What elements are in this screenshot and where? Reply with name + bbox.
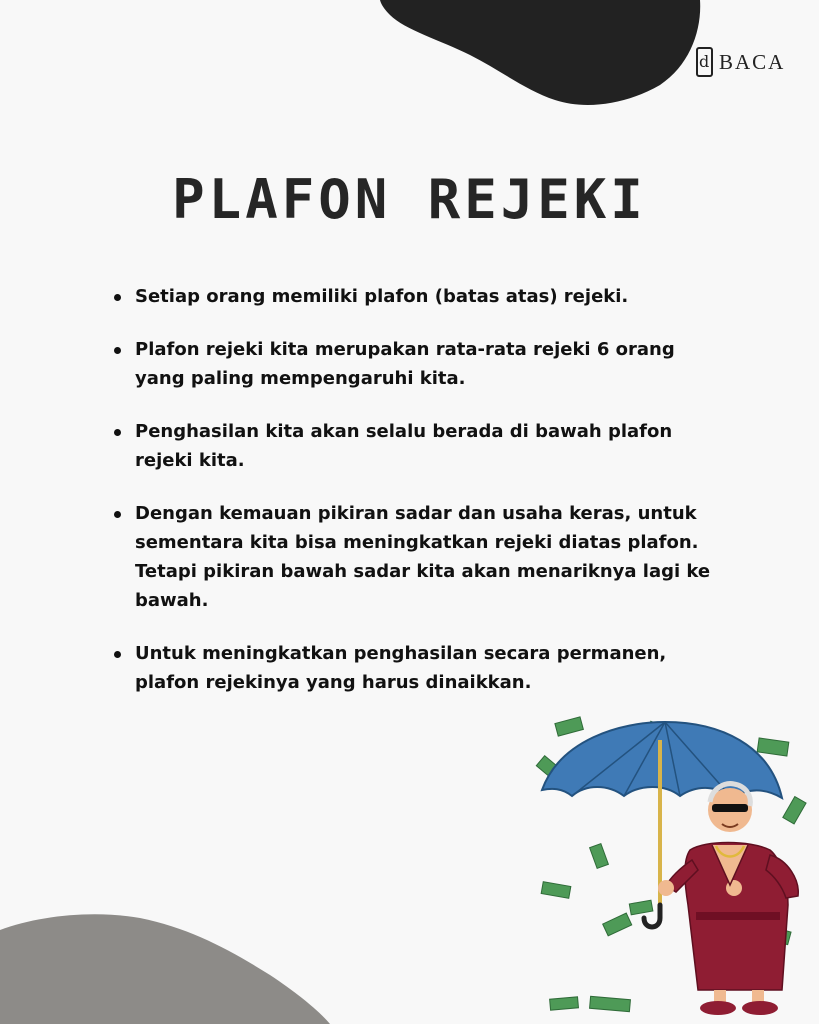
money-bill	[550, 997, 579, 1010]
left-hand	[658, 880, 674, 896]
bullet-item-3: Penghasilan kita akan selalu berada di bawah plafon rejeki kita.	[112, 417, 712, 475]
brand-logo	[696, 44, 785, 80]
money-bill	[555, 717, 583, 736]
logo-text: BACA	[719, 49, 786, 74]
left-slipper	[700, 1001, 736, 1015]
right-slipper	[742, 1001, 778, 1015]
bullet-item-2: Plafon rejeki kita merupakan rata-rata rejeki 6 orang yang paling mempengaruhi kita.	[112, 335, 712, 393]
phone-logo-icon	[696, 47, 713, 77]
bullet-item-5: Untuk meningkatkan penghasilan secara permanen, plafon rejekinya yang harus dinaikkan.	[112, 639, 712, 697]
money-bill	[629, 900, 653, 915]
bullet-item-4: Dengan kemauan pikiran sadar dan usaha keras, untuk sementara kita bisa meningkatkan rejeki diatas plafon. Tetapi pikiran bawah sadar kita akan menariknya lagi ke bawah.	[112, 499, 712, 615]
top-blob	[380, 0, 700, 105]
bottom-blob	[0, 914, 330, 1024]
bullet-list	[112, 282, 712, 721]
page-title: PLAFON REJEKI	[172, 168, 647, 231]
sunglasses	[712, 804, 748, 812]
bullet-item-1: Setiap orang memiliki plafon (batas atas) rejeki.	[112, 282, 712, 311]
logo-mark-letter: d	[699, 52, 710, 71]
money-bill	[783, 797, 806, 824]
money-bill	[541, 882, 571, 899]
money-bill	[590, 844, 609, 869]
rich-man-umbrella-money-icon	[520, 700, 819, 1024]
money-bill	[590, 996, 631, 1011]
money-bill	[603, 913, 632, 936]
robe-belt	[696, 912, 780, 920]
money-bill	[757, 738, 789, 756]
